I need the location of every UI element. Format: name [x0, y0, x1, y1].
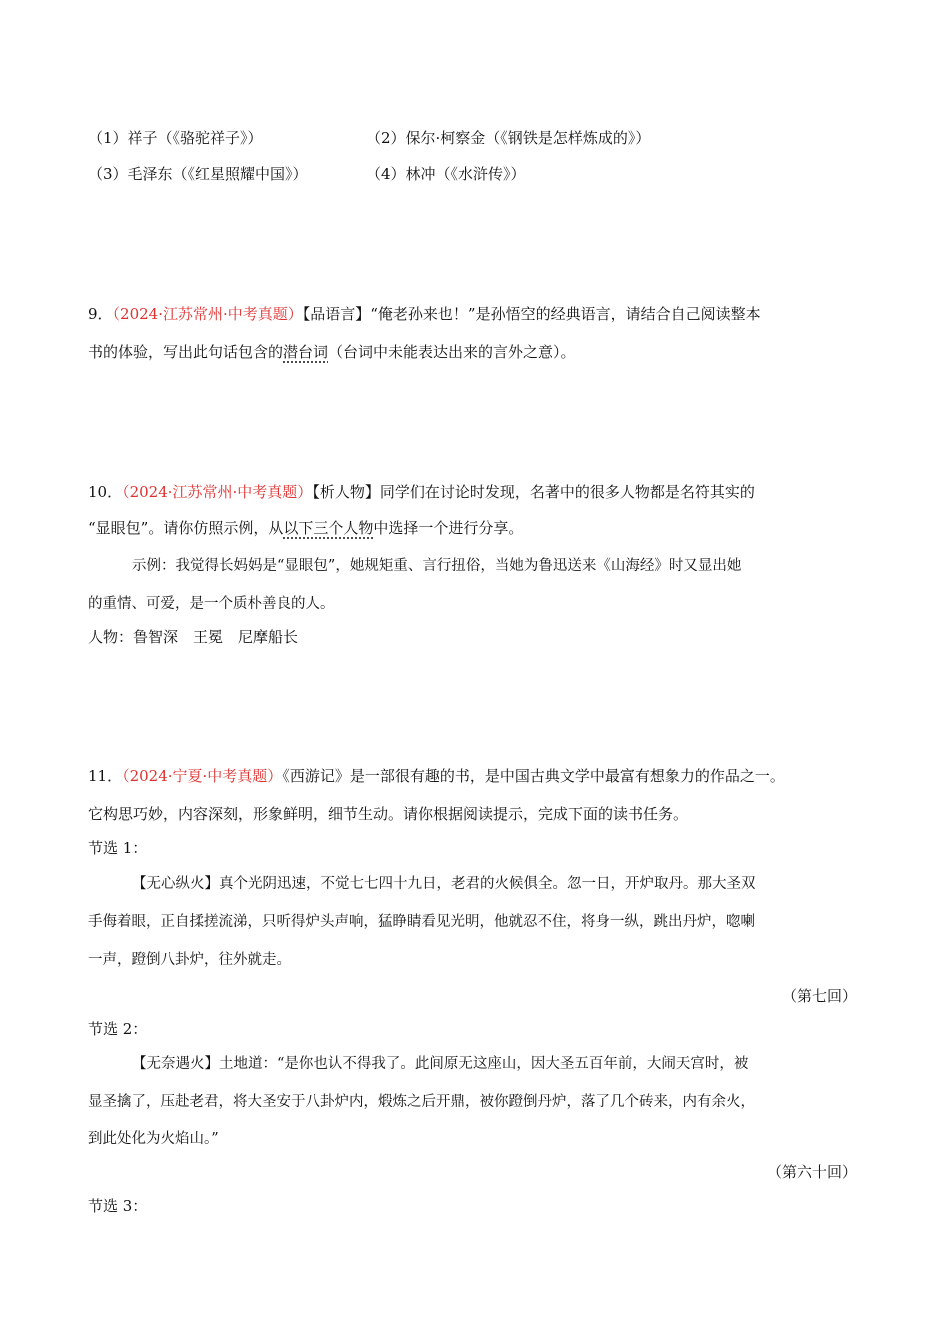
- emphasized-term: 以下三个人物: [283, 519, 374, 537]
- option-3: （3）毛泽东（《红星照耀中国》）: [88, 165, 308, 183]
- question-number: 10．: [88, 483, 123, 501]
- question-9-line-1: [88, 304, 761, 324]
- question-text: 书的体验，写出此句话包含的: [88, 343, 284, 361]
- excerpt-3-label: 节选 3：: [88, 1197, 148, 1215]
- question-number: 9．: [88, 305, 113, 323]
- question-source: （2024·江苏常州·中考真题）: [122, 483, 313, 501]
- excerpt-1-line-3: 一声，蹬倒八卦炉，往外就走。: [88, 952, 291, 968]
- excerpt-2-line-3: 到此处化为火焰山。”: [88, 1131, 219, 1147]
- example-line-1: 示例：我觉得长妈妈是“显眼包”，她规矩重、言行扭俗，当她为鲁迅送来《山海经》时又显出她: [132, 558, 742, 574]
- question-source: （2024·宁夏·中考真题）: [122, 767, 283, 785]
- excerpt-1-label: 节选 1：: [88, 839, 148, 857]
- example-line-2: 的重情、可爱，是一个质朴善良的人。: [88, 596, 335, 612]
- question-text: 【品语言】“俺老孙来也！”是孙悟空的经典语言，请结合自己阅读整本: [302, 305, 761, 323]
- excerpt-2-line-2: 显圣擒了，压赴老君，将大圣安于八卦炉内，煅炼之后开鼎，被你蹬倒丹炉，落了几个砖来，内有余火，: [88, 1094, 755, 1110]
- question-text: “显眼包”。请你仿照示例，从: [88, 519, 284, 537]
- question-text: 《西游记》是一部很有趣的书，是中国古典文学中最富有想象力的作品之一。: [282, 767, 785, 785]
- excerpt-1-source: （第七回）: [781, 987, 857, 1005]
- people-list: 人物：鲁智深 王冕 尼摩船长: [88, 628, 299, 646]
- excerpt-2-source: （第六十回）: [766, 1163, 857, 1181]
- emphasized-term: 潜台词: [283, 343, 329, 361]
- question-11-line-2: 它构思巧妙，内容深刻，形象鲜明，细节生动。请你根据阅读提示，完成下面的读书任务。: [88, 805, 689, 823]
- question-10-line-2: [88, 518, 523, 538]
- excerpt-2-label: 节选 2：: [88, 1020, 148, 1038]
- question-number: 11．: [88, 767, 123, 785]
- excerpt-2-line-1: 【无奈遇火】土地道：“是你也认不得我了。此间原无这座山，因大圣五百年前，大闹天宫时，被: [132, 1056, 749, 1072]
- option-1: （1）祥子（《骆驼祥子》）: [88, 129, 263, 147]
- question-text: 【析人物】同学们在讨论时发现，名著中的很多人物都是名符其实的: [312, 483, 755, 501]
- option-4: （4）林冲（《水浒传》）: [366, 165, 526, 183]
- question-9-line-2: [88, 342, 576, 362]
- question-source: （2024·江苏常州·中考真题）: [112, 305, 303, 323]
- question-11-line-1: [88, 766, 785, 786]
- option-2: （2）保尔·柯察金（《钢铁是怎样炼成的》）: [366, 129, 651, 147]
- question-10-line-1: [88, 482, 755, 502]
- question-text: 中选择一个进行分享。: [373, 519, 524, 537]
- excerpt-1-line-2: 手侮着眼，正自揉搓流涕，只听得炉头声响，猛睁睛看见光明，他就忍不住，将身一纵，跳出丹炉，唿喇: [88, 914, 755, 930]
- excerpt-1-line-1: 【无心纵火】真个光阴迅速，不觉七七四十九日，老君的火候俱全。忽一日，开炉取丹。那大圣双: [132, 876, 756, 892]
- question-text: （台词中未能表达出来的言外之意）。: [328, 343, 576, 361]
